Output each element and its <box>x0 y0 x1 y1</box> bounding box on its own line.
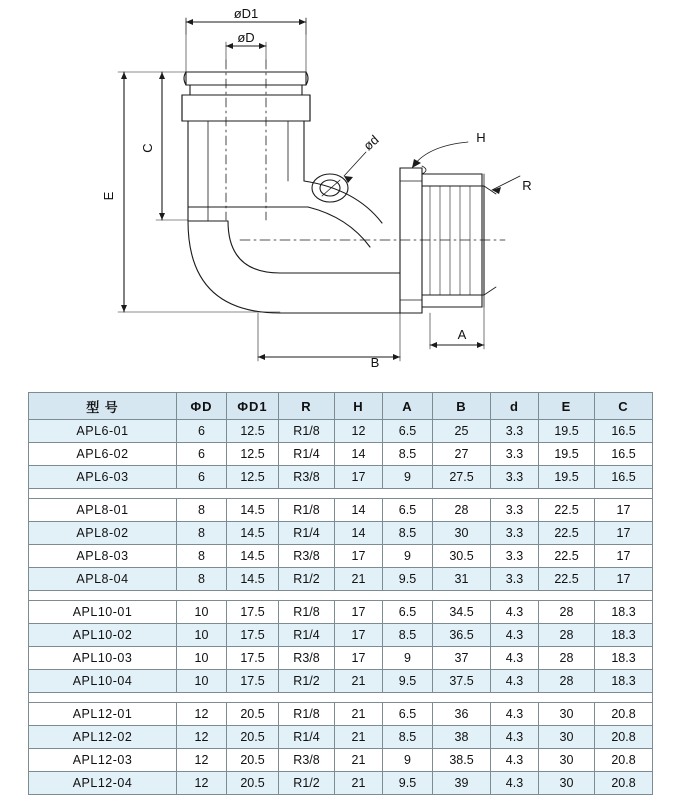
cell-D1: 12.5 <box>227 466 279 489</box>
cell-R: R1/4 <box>279 624 335 647</box>
cell-model: APL8-04 <box>29 568 177 591</box>
cell-C: 17 <box>595 499 653 522</box>
cell-D1: 14.5 <box>227 545 279 568</box>
table-header-row <box>29 393 653 420</box>
col-H: H <box>335 393 383 420</box>
cell-d: 4.3 <box>491 726 539 749</box>
cell-H: 17 <box>335 545 383 568</box>
cell-R: R1/8 <box>279 420 335 443</box>
cell-d: 3.3 <box>491 420 539 443</box>
cell-D: 10 <box>177 647 227 670</box>
cell-R: R1/8 <box>279 703 335 726</box>
cell-d: 4.3 <box>491 772 539 795</box>
cell-model: APL10-04 <box>29 670 177 693</box>
cell-H: 17 <box>335 601 383 624</box>
cell-E: 22.5 <box>539 522 595 545</box>
cell-C: 16.5 <box>595 443 653 466</box>
cell-C: 20.8 <box>595 772 653 795</box>
product-dimension-drawing <box>0 0 680 385</box>
cell-d: 3.3 <box>491 568 539 591</box>
label-d1: øD1 <box>233 6 259 21</box>
cell-B: 27.5 <box>433 466 491 489</box>
cell-B: 25 <box>433 420 491 443</box>
cell-d: 3.3 <box>491 522 539 545</box>
col-model: 型 号 <box>29 393 177 420</box>
cell-D: 10 <box>177 601 227 624</box>
cell-D1: 14.5 <box>227 522 279 545</box>
cell-H: 21 <box>335 568 383 591</box>
cell-A: 8.5 <box>383 624 433 647</box>
cell-A: 9.5 <box>383 670 433 693</box>
cell-model: APL12-02 <box>29 726 177 749</box>
cell-D1: 20.5 <box>227 772 279 795</box>
table-row[interactable] <box>29 568 653 591</box>
table-row[interactable] <box>29 499 653 522</box>
cell-D: 10 <box>177 670 227 693</box>
cell-D1: 17.5 <box>227 647 279 670</box>
label-a: A <box>457 327 467 342</box>
cell-R: R3/8 <box>279 466 335 489</box>
cell-d: 4.3 <box>491 670 539 693</box>
cell-model: APL8-02 <box>29 522 177 545</box>
cell-D1: 12.5 <box>227 420 279 443</box>
cell-D1: 14.5 <box>227 499 279 522</box>
col-d: d <box>491 393 539 420</box>
cell-H: 12 <box>335 420 383 443</box>
col-B: B <box>433 393 491 420</box>
table-row[interactable] <box>29 670 653 693</box>
cell-D1: 17.5 <box>227 624 279 647</box>
cell-E: 19.5 <box>539 443 595 466</box>
label-c: C <box>140 143 155 153</box>
cell-H: 14 <box>335 522 383 545</box>
cell-R: R1/2 <box>279 772 335 795</box>
cell-A: 6.5 <box>383 601 433 624</box>
cell-B: 36.5 <box>433 624 491 647</box>
label-h: H <box>476 130 486 145</box>
cell-E: 22.5 <box>539 499 595 522</box>
cell-D: 12 <box>177 749 227 772</box>
cell-H: 21 <box>335 772 383 795</box>
cell-D1: 14.5 <box>227 568 279 591</box>
cell-d: 3.3 <box>491 499 539 522</box>
cell-model: APL8-03 <box>29 545 177 568</box>
cell-R: R1/8 <box>279 499 335 522</box>
cell-C: 17 <box>595 568 653 591</box>
cell-H: 21 <box>335 703 383 726</box>
cell-E: 28 <box>539 647 595 670</box>
cell-D: 6 <box>177 443 227 466</box>
cell-C: 18.3 <box>595 670 653 693</box>
cell-R: R1/2 <box>279 670 335 693</box>
cell-R: R1/8 <box>279 601 335 624</box>
cell-model: APL6-02 <box>29 443 177 466</box>
cell-C: 20.8 <box>595 749 653 772</box>
table-row[interactable] <box>29 420 653 443</box>
cell-B: 28 <box>433 499 491 522</box>
cell-D: 12 <box>177 703 227 726</box>
cell-B: 39 <box>433 772 491 795</box>
cell-d: 4.3 <box>491 749 539 772</box>
cell-H: 21 <box>335 726 383 749</box>
cell-d: 4.3 <box>491 703 539 726</box>
cell-A: 9.5 <box>383 568 433 591</box>
cell-D: 6 <box>177 466 227 489</box>
cell-C: 16.5 <box>595 420 653 443</box>
cell-R: R3/8 <box>279 749 335 772</box>
col-D: ΦD <box>177 393 227 420</box>
col-D1: ΦD1 <box>227 393 279 420</box>
cell-D: 8 <box>177 545 227 568</box>
cell-E: 28 <box>539 624 595 647</box>
table-row[interactable] <box>29 647 653 670</box>
spec-table <box>28 392 653 795</box>
cell-d: 3.3 <box>491 466 539 489</box>
cell-H: 17 <box>335 466 383 489</box>
cell-model: APL12-04 <box>29 772 177 795</box>
cell-B: 30 <box>433 522 491 545</box>
cell-H: 21 <box>335 749 383 772</box>
cell-C: 17 <box>595 522 653 545</box>
cell-model: APL10-02 <box>29 624 177 647</box>
table-group-separator <box>29 489 653 499</box>
cell-A: 9.5 <box>383 772 433 795</box>
cell-D: 8 <box>177 568 227 591</box>
cell-H: 21 <box>335 670 383 693</box>
cell-C: 17 <box>595 545 653 568</box>
cell-D: 12 <box>177 772 227 795</box>
cell-E: 19.5 <box>539 420 595 443</box>
cell-B: 37.5 <box>433 670 491 693</box>
cell-D1: 17.5 <box>227 601 279 624</box>
cell-R: R3/8 <box>279 545 335 568</box>
table-group-separator <box>29 693 653 703</box>
cell-E: 22.5 <box>539 568 595 591</box>
cell-B: 38 <box>433 726 491 749</box>
cell-B: 34.5 <box>433 601 491 624</box>
table-row[interactable] <box>29 545 653 568</box>
cell-A: 6.5 <box>383 420 433 443</box>
cell-d: 3.3 <box>491 443 539 466</box>
cell-A: 6.5 <box>383 499 433 522</box>
cell-C: 18.3 <box>595 601 653 624</box>
cell-C: 18.3 <box>595 647 653 670</box>
table-group-separator <box>29 591 653 601</box>
cell-D1: 12.5 <box>227 443 279 466</box>
cell-H: 17 <box>335 624 383 647</box>
cell-B: 27 <box>433 443 491 466</box>
cell-C: 20.8 <box>595 703 653 726</box>
cell-H: 14 <box>335 499 383 522</box>
label-r: R <box>522 178 532 193</box>
cell-R: R3/8 <box>279 647 335 670</box>
cell-R: R1/2 <box>279 568 335 591</box>
cell-B: 36 <box>433 703 491 726</box>
table-row[interactable] <box>29 601 653 624</box>
cell-model: APL12-03 <box>29 749 177 772</box>
cell-A: 8.5 <box>383 522 433 545</box>
cell-A: 9 <box>383 466 433 489</box>
table-row[interactable] <box>29 624 653 647</box>
cell-E: 22.5 <box>539 545 595 568</box>
cell-A: 9 <box>383 545 433 568</box>
cell-R: R1/4 <box>279 522 335 545</box>
cell-model: APL6-01 <box>29 420 177 443</box>
cell-d: 4.3 <box>491 647 539 670</box>
cell-model: APL6-03 <box>29 466 177 489</box>
label-b: B <box>370 355 380 370</box>
cell-D1: 20.5 <box>227 749 279 772</box>
orifice-ellipse <box>312 174 348 202</box>
cell-B: 37 <box>433 647 491 670</box>
cell-R: R1/4 <box>279 443 335 466</box>
label-e: E <box>101 191 116 201</box>
col-A: A <box>383 393 433 420</box>
cell-model: APL8-01 <box>29 499 177 522</box>
table-row[interactable] <box>29 703 653 726</box>
cell-C: 20.8 <box>595 726 653 749</box>
table-row[interactable] <box>29 749 653 772</box>
cell-B: 38.5 <box>433 749 491 772</box>
cell-H: 17 <box>335 647 383 670</box>
cell-D: 10 <box>177 624 227 647</box>
cell-model: APL10-03 <box>29 647 177 670</box>
cell-model: APL10-01 <box>29 601 177 624</box>
cell-C: 16.5 <box>595 466 653 489</box>
col-E: E <box>539 393 595 420</box>
cell-E: 30 <box>539 726 595 749</box>
spec-table-wrap <box>28 392 652 795</box>
cell-A: 8.5 <box>383 443 433 466</box>
cell-E: 28 <box>539 601 595 624</box>
cell-H: 14 <box>335 443 383 466</box>
cell-d: 4.3 <box>491 624 539 647</box>
cell-R: R1/4 <box>279 726 335 749</box>
cell-D1: 20.5 <box>227 726 279 749</box>
cell-E: 30 <box>539 749 595 772</box>
col-C: C <box>595 393 653 420</box>
cell-C: 18.3 <box>595 624 653 647</box>
cell-A: 9 <box>383 749 433 772</box>
cell-d: 3.3 <box>491 545 539 568</box>
cell-E: 30 <box>539 703 595 726</box>
cell-D: 12 <box>177 726 227 749</box>
table-row[interactable] <box>29 726 653 749</box>
cell-D1: 20.5 <box>227 703 279 726</box>
cell-E: 28 <box>539 670 595 693</box>
cell-A: 6.5 <box>383 703 433 726</box>
table-row[interactable] <box>29 522 653 545</box>
label-od: ød <box>360 132 382 154</box>
cell-E: 19.5 <box>539 466 595 489</box>
hex-nut <box>400 168 422 313</box>
cell-B: 31 <box>433 568 491 591</box>
label-d: øD <box>237 30 255 45</box>
cell-D1: 17.5 <box>227 670 279 693</box>
collet-cap <box>186 72 306 85</box>
cell-D: 6 <box>177 420 227 443</box>
cell-B: 30.5 <box>433 545 491 568</box>
table-row[interactable] <box>29 466 653 489</box>
table-row[interactable] <box>29 443 653 466</box>
cell-A: 8.5 <box>383 726 433 749</box>
cell-D: 8 <box>177 499 227 522</box>
col-R: R <box>279 393 335 420</box>
cell-d: 4.3 <box>491 601 539 624</box>
cell-A: 9 <box>383 647 433 670</box>
cell-E: 30 <box>539 772 595 795</box>
table-row[interactable] <box>29 772 653 795</box>
cell-model: APL12-01 <box>29 703 177 726</box>
cell-D: 8 <box>177 522 227 545</box>
